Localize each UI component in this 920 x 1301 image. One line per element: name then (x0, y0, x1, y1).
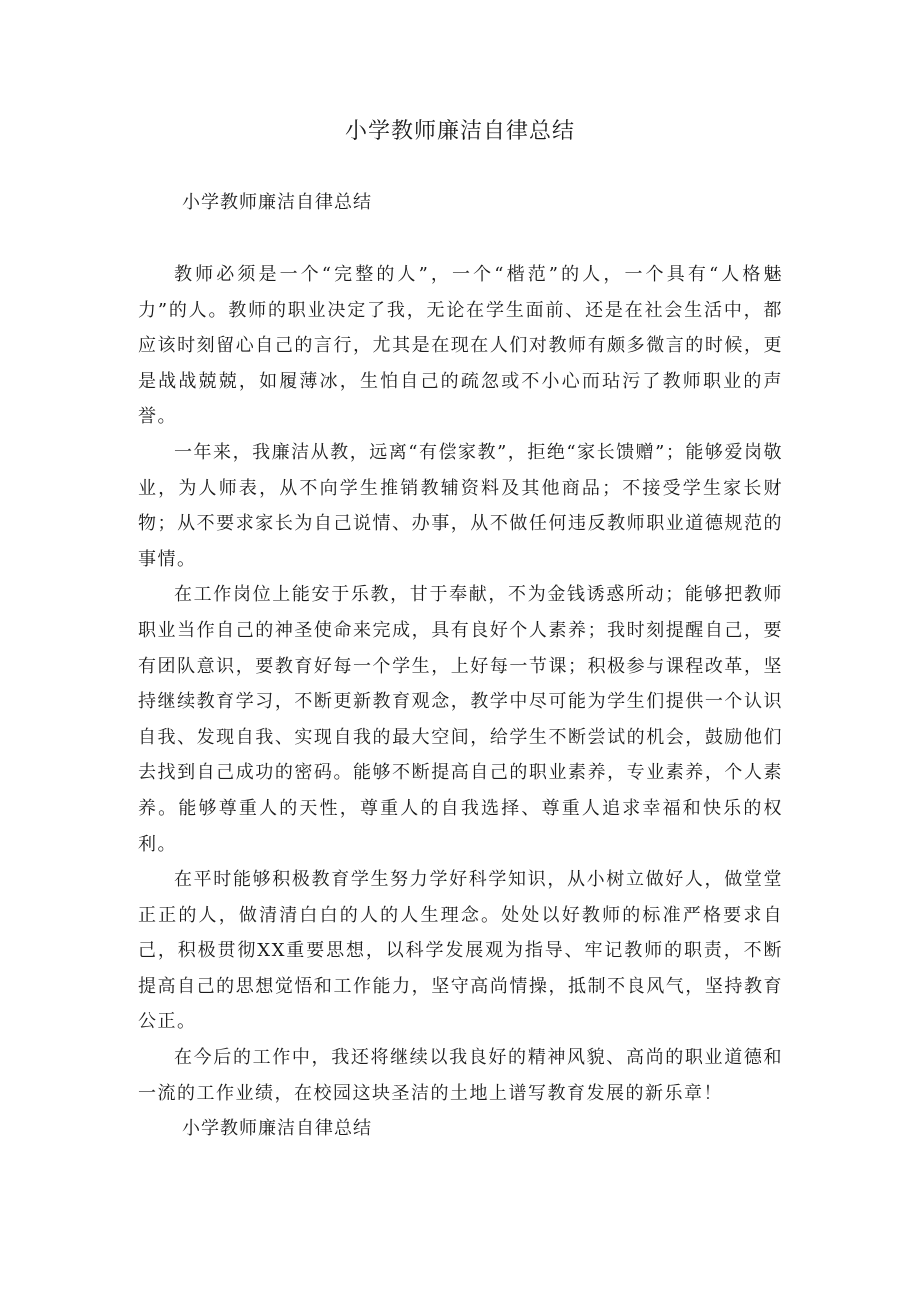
paragraph: 在平时能够积极教育学生努力学好科学知识，从小树立做好人，做堂堂正正的人，做清清白白的人的人生理念。处处以好教师的标准严格要求自己，积极贯彻XX重要思想，以科学发展观为指导、牢记教师的职责，不断提高自己的思想觉悟和工作能力，坚守高尚情操，抵制不良风气，坚持教育公正。 (138, 869, 783, 1033)
section-subheading: 小学教师廉洁自律总结 (182, 1118, 372, 1139)
paragraph: 在今后的工作中，我还将继续以我良好的精神风貌、高尚的职业道德和一流的工作业绩，在校园这块圣洁的土地上谱写教育发展的新乐章！ (138, 1047, 783, 1104)
section-subheading: 小学教师廉洁自律总结 (182, 192, 372, 213)
paragraph: 在工作岗位上能安于乐教，甘于奉献，不为金钱诱惑所动；能够把教师职业当作自己的神圣使命来完成，具有良好个人素养；我时刻提醒自己，要有团队意识，要教育好每一个学生，上好每一节课；积极参与课程改革，坚持继续教育学习，不断更新教育观念，教学中尽可能为学生们提供一个认识自我、发现自我、实现自我的最大空间，给学生不断尝试的机会，鼓励他们去找到自己成功的密码。能够不断提高自己的职业素养，专业素养，个人素养。能够尊重人的天性，尊重人的自我选择、尊重人追求幸福和快乐的权利。 (138, 584, 783, 855)
document-body (138, 257, 783, 1111)
document-title: 小学教师廉洁自律总结 (344, 119, 575, 144)
paragraph: 一年来，我廉洁从教，远离“有偿家教”，拒绝“家长馈赠”；能够爱岗敬业，为人师表，从不向学生推销教辅资料及其他商品；不接受学生家长财物；从不要求家长为自己说情、办事，从不做任何违反教师职业道德规范的事情。 (138, 441, 783, 570)
paragraph: 教师必须是一个“完整的人”，一个“楷范”的人，一个具有“人格魅力”的人。教师的职业决定了我，无论在学生面前、还是在社会生活中，都应该时刻留心自己的言行，尤其是在现在人们对教师有颇多微言的时候，更是战战兢兢，如履薄冰，生怕自己的疏忽或不小心而玷污了教师职业的声誉。 (138, 264, 783, 428)
